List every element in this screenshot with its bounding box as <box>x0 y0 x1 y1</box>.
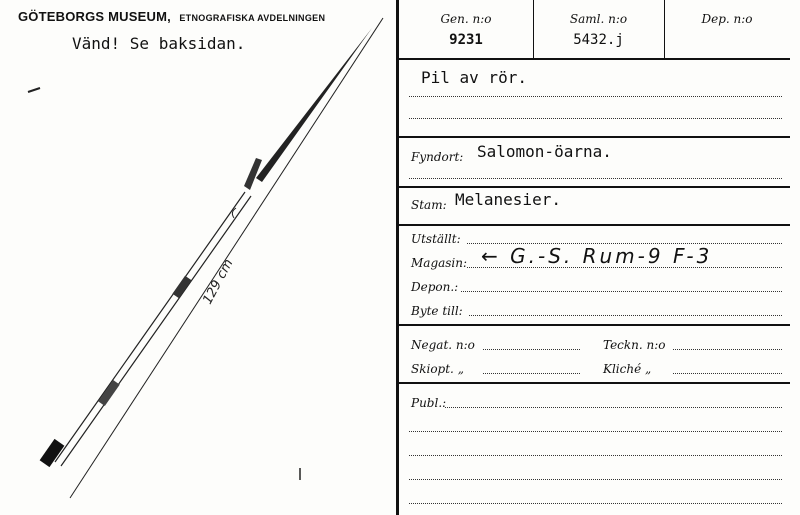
dotted-line <box>673 373 782 374</box>
department-name: ETNOGRAFISKA AVDELNINGEN <box>179 13 326 23</box>
gen-number-cell <box>399 0 534 58</box>
dotted-line <box>445 407 782 408</box>
storage-section <box>399 226 790 326</box>
dep-number-cell <box>664 0 790 58</box>
gen-number-value: 9231 <box>449 32 483 48</box>
museum-name: GÖTEBORGS MUSEUM, <box>18 9 171 24</box>
dotted-line <box>461 291 782 292</box>
dotted-line <box>673 349 782 350</box>
saml-number-value: 5432.j <box>573 32 624 48</box>
depon-label: Depon.: <box>411 280 459 294</box>
description-text: Pil av rör. <box>421 68 527 87</box>
length-label: 129 cm <box>200 256 237 307</box>
fyndort-label: Fyndort: <box>411 150 464 164</box>
record-panel <box>399 0 800 515</box>
turn-over-note: Vänd! Se baksidan. <box>72 34 246 53</box>
skiopt-label: Skiopt. „ <box>411 362 464 376</box>
kliche-label: Kliché „ <box>603 362 652 376</box>
dotted-line <box>483 349 580 350</box>
magasin-value: ← G.-S. Rum-9 F-3 <box>481 244 713 268</box>
magasin-label: Magasin: <box>411 256 468 270</box>
stam-value: Melanesier. <box>455 190 561 209</box>
dotted-line <box>409 479 782 480</box>
publ-section <box>399 384 790 515</box>
negat-label: Negat. n:o <box>411 338 475 352</box>
saml-number-label: Saml. n:o <box>569 12 628 26</box>
dotted-line <box>409 431 782 432</box>
utstallt-label: Utställt: <box>411 232 461 246</box>
arrow-drawing <box>0 0 396 515</box>
stam-section <box>399 188 790 226</box>
fyndort-value: Salomon-öarna. <box>477 142 612 161</box>
dotted-line <box>409 503 782 504</box>
gen-number-label: Gen. n:o <box>440 12 492 26</box>
dotted-line <box>409 178 782 179</box>
dotted-line <box>409 455 782 456</box>
media-section <box>399 326 790 384</box>
dotted-line <box>469 315 782 316</box>
dotted-line <box>409 118 782 119</box>
publ-label: Publ.: <box>411 396 447 410</box>
dep-number-label: Dep. n:o <box>701 12 753 26</box>
dotted-line <box>483 373 580 374</box>
teckn-label: Teckn. n:o <box>603 338 666 352</box>
stam-label: Stam: <box>411 198 447 212</box>
dotted-line <box>467 267 782 268</box>
dotted-line <box>409 96 782 97</box>
byte-label: Byte till: <box>411 304 463 318</box>
saml-number-cell <box>533 0 665 58</box>
fyndort-section <box>399 138 790 188</box>
number-header <box>399 0 790 60</box>
description-section <box>399 60 790 138</box>
